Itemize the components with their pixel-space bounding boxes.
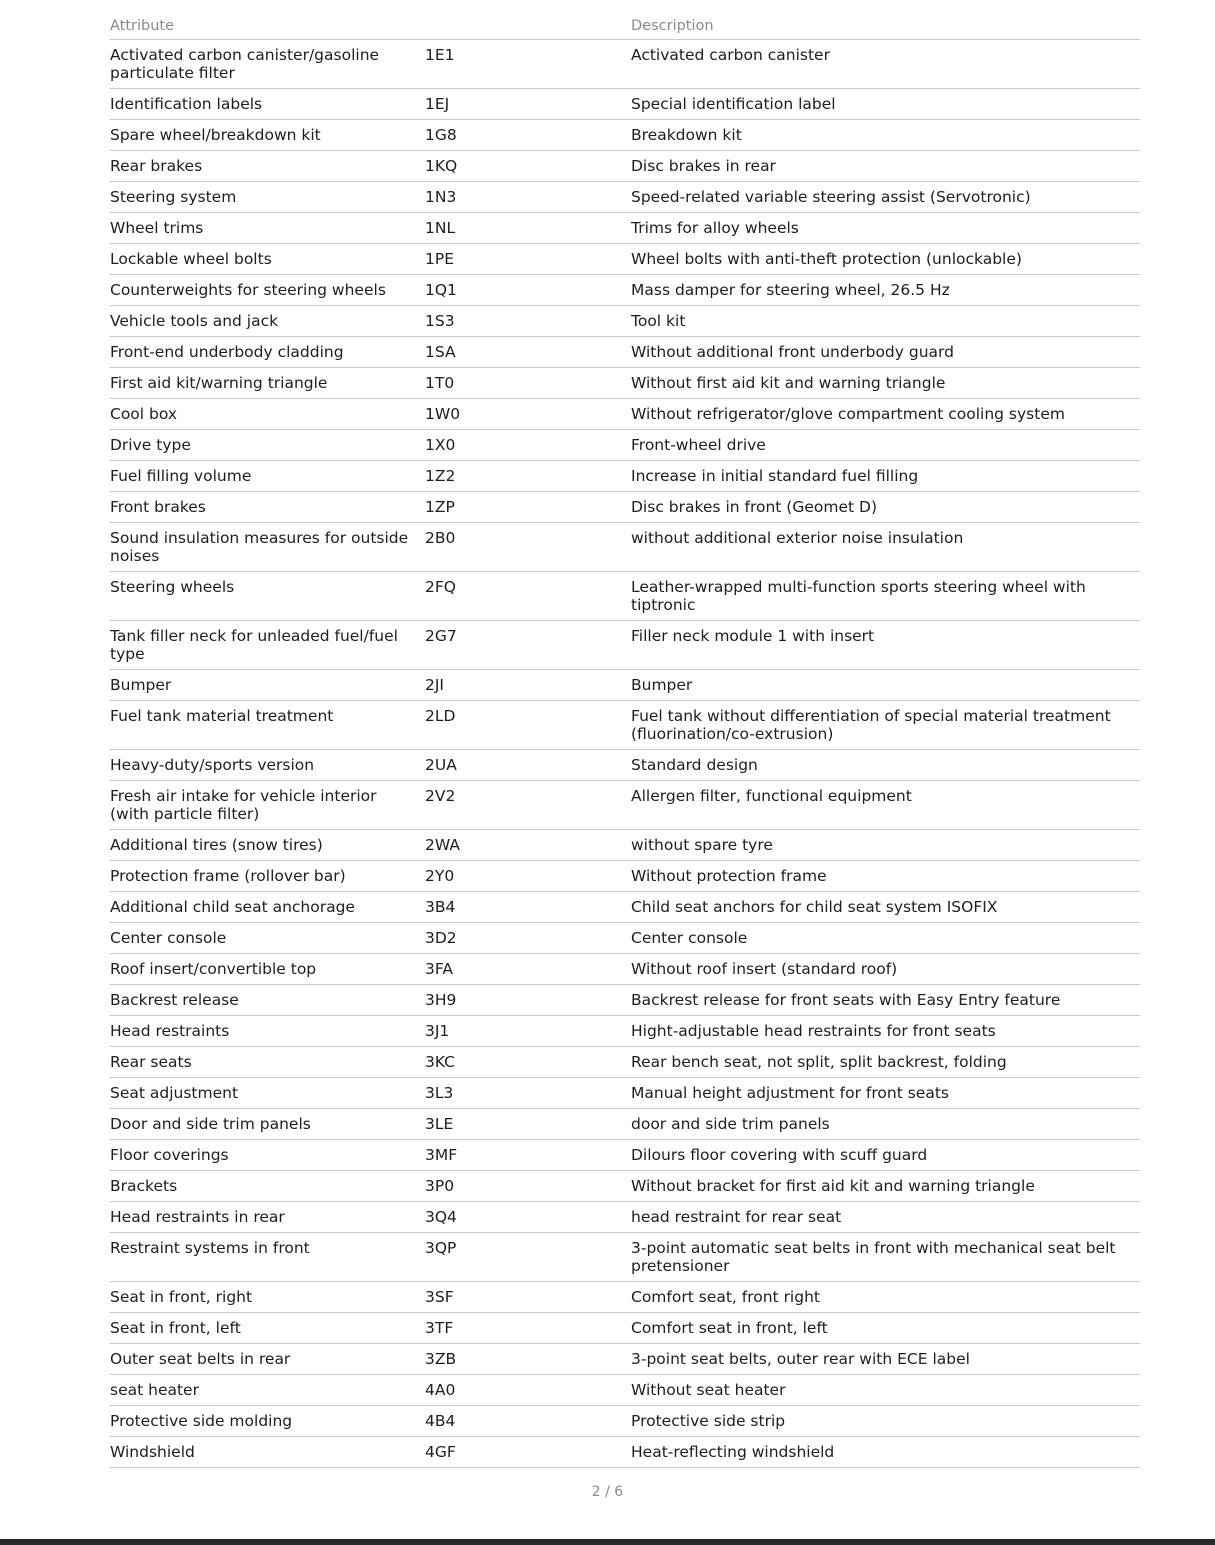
table-row bbox=[110, 337, 1140, 368]
table-row bbox=[110, 1202, 1140, 1233]
description-cell: Backrest release for front seats with Easy Entry feature bbox=[631, 985, 1140, 1016]
attribute-cell: First aid kit/warning triangle bbox=[110, 368, 425, 399]
description-cell: Child seat anchors for child seat system ISOFIX bbox=[631, 892, 1140, 923]
column-header-description: Description bbox=[631, 14, 1140, 40]
table-row bbox=[110, 89, 1140, 120]
document-page bbox=[110, 14, 1140, 1468]
attribute-cell: Drive type bbox=[110, 430, 425, 461]
description-cell: Leather-wrapped multi-function sports steering wheel with tiptronic bbox=[631, 572, 1140, 621]
table-row bbox=[110, 1078, 1140, 1109]
description-cell: 3-point automatic seat belts in front with mechanical seat belt pretensioner bbox=[631, 1233, 1140, 1282]
table-row bbox=[110, 151, 1140, 182]
description-cell: Center console bbox=[631, 923, 1140, 954]
attribute-cell: Additional child seat anchorage bbox=[110, 892, 425, 923]
code-cell: 1SA bbox=[425, 337, 631, 368]
attribute-cell: Protection frame (rollover bar) bbox=[110, 861, 425, 892]
code-cell: 2V2 bbox=[425, 781, 631, 830]
description-cell: Filler neck module 1 with insert bbox=[631, 621, 1140, 670]
attribute-cell: Heavy-duty/sports version bbox=[110, 750, 425, 781]
code-cell: 1S3 bbox=[425, 306, 631, 337]
table-row bbox=[110, 492, 1140, 523]
description-cell: Special identification label bbox=[631, 89, 1140, 120]
code-cell: 3MF bbox=[425, 1140, 631, 1171]
code-cell: 1Z2 bbox=[425, 461, 631, 492]
description-cell: Hight-adjustable head restraints for front seats bbox=[631, 1016, 1140, 1047]
attribute-cell: Activated carbon canister/gasoline particulate filter bbox=[110, 40, 425, 89]
attribute-cell: Cool box bbox=[110, 399, 425, 430]
code-cell: 1NL bbox=[425, 213, 631, 244]
description-cell: Without refrigerator/glove compartment cooling system bbox=[631, 399, 1140, 430]
table-row bbox=[110, 1047, 1140, 1078]
description-cell: Rear bench seat, not split, split backrest, folding bbox=[631, 1047, 1140, 1078]
attribute-cell: Restraint systems in front bbox=[110, 1233, 425, 1282]
attribute-cell: Identification labels bbox=[110, 89, 425, 120]
description-cell: Breakdown kit bbox=[631, 120, 1140, 151]
description-cell: Dilours floor covering with scuff guard bbox=[631, 1140, 1140, 1171]
description-cell: Without first aid kit and warning triangle bbox=[631, 368, 1140, 399]
code-cell: 4A0 bbox=[425, 1375, 631, 1406]
code-cell: 2FQ bbox=[425, 572, 631, 621]
attribute-cell: Roof insert/convertible top bbox=[110, 954, 425, 985]
code-cell: 3J1 bbox=[425, 1016, 631, 1047]
attribute-cell: Floor coverings bbox=[110, 1140, 425, 1171]
attribute-cell: Brackets bbox=[110, 1171, 425, 1202]
description-cell: Speed-related variable steering assist (Servotronic) bbox=[631, 182, 1140, 213]
description-cell: Front-wheel drive bbox=[631, 430, 1140, 461]
table-row bbox=[110, 892, 1140, 923]
code-cell: 3KC bbox=[425, 1047, 631, 1078]
description-cell: without spare tyre bbox=[631, 830, 1140, 861]
code-cell: 2UA bbox=[425, 750, 631, 781]
attribute-cell: Bumper bbox=[110, 670, 425, 701]
description-cell: Disc brakes in rear bbox=[631, 151, 1140, 182]
description-cell: Manual height adjustment for front seats bbox=[631, 1078, 1140, 1109]
code-cell: 3FA bbox=[425, 954, 631, 985]
table-row bbox=[110, 781, 1140, 830]
table-header-row bbox=[110, 14, 1140, 40]
table-row bbox=[110, 40, 1140, 89]
description-cell: head restraint for rear seat bbox=[631, 1202, 1140, 1233]
attribute-cell: Windshield bbox=[110, 1437, 425, 1468]
table-row bbox=[110, 861, 1140, 892]
table-row bbox=[110, 572, 1140, 621]
attribute-cell: Front brakes bbox=[110, 492, 425, 523]
code-cell: 3SF bbox=[425, 1282, 631, 1313]
description-cell: Disc brakes in front (Geomet D) bbox=[631, 492, 1140, 523]
table-row bbox=[110, 1233, 1140, 1282]
code-cell: 1X0 bbox=[425, 430, 631, 461]
description-cell: Without roof insert (standard roof) bbox=[631, 954, 1140, 985]
description-cell: Without bracket for first aid kit and warning triangle bbox=[631, 1171, 1140, 1202]
table-row bbox=[110, 213, 1140, 244]
code-cell: 1W0 bbox=[425, 399, 631, 430]
code-cell: 1N3 bbox=[425, 182, 631, 213]
column-header-code bbox=[425, 14, 631, 40]
attribute-cell: Tank filler neck for unleaded fuel/fuel type bbox=[110, 621, 425, 670]
description-cell: Wheel bolts with anti-theft protection (unlockable) bbox=[631, 244, 1140, 275]
table-row bbox=[110, 1016, 1140, 1047]
equipment-table bbox=[110, 14, 1140, 1468]
code-cell: 1EJ bbox=[425, 89, 631, 120]
table-row bbox=[110, 430, 1140, 461]
code-cell: 1E1 bbox=[425, 40, 631, 89]
code-cell: 2G7 bbox=[425, 621, 631, 670]
code-cell: 3B4 bbox=[425, 892, 631, 923]
page-indicator: 2 / 6 bbox=[591, 1484, 624, 1500]
description-cell: Comfort seat, front right bbox=[631, 1282, 1140, 1313]
attribute-cell: Seat in front, left bbox=[110, 1313, 425, 1344]
attribute-cell: Sound insulation measures for outside noises bbox=[110, 523, 425, 572]
attribute-cell: Fresh air intake for vehicle interior (with particle filter) bbox=[110, 781, 425, 830]
table-row bbox=[110, 120, 1140, 151]
table-row bbox=[110, 750, 1140, 781]
attribute-cell: Counterweights for steering wheels bbox=[110, 275, 425, 306]
code-cell: 1ZP bbox=[425, 492, 631, 523]
description-cell: Mass damper for steering wheel, 26.5 Hz bbox=[631, 275, 1140, 306]
attribute-cell: Vehicle tools and jack bbox=[110, 306, 425, 337]
attribute-cell: Seat adjustment bbox=[110, 1078, 425, 1109]
table-row bbox=[110, 954, 1140, 985]
attribute-cell: Head restraints in rear bbox=[110, 1202, 425, 1233]
code-cell: 2LD bbox=[425, 701, 631, 750]
viewer-bottom-bar bbox=[0, 1539, 1215, 1545]
description-cell: Standard design bbox=[631, 750, 1140, 781]
description-cell: Fuel tank without differentiation of special material treatment (fluorination/co-extrusion) bbox=[631, 701, 1140, 750]
code-cell: 3LE bbox=[425, 1109, 631, 1140]
code-cell: 1G8 bbox=[425, 120, 631, 151]
table-row bbox=[110, 306, 1140, 337]
code-cell: 1PE bbox=[425, 244, 631, 275]
table-row bbox=[110, 701, 1140, 750]
table-row bbox=[110, 830, 1140, 861]
attribute-cell: Rear brakes bbox=[110, 151, 425, 182]
table-row bbox=[110, 368, 1140, 399]
attribute-cell: Wheel trims bbox=[110, 213, 425, 244]
code-cell: 3QP bbox=[425, 1233, 631, 1282]
description-cell: Protective side strip bbox=[631, 1406, 1140, 1437]
code-cell: 3ZB bbox=[425, 1344, 631, 1375]
table-row bbox=[110, 461, 1140, 492]
code-cell: 3Q4 bbox=[425, 1202, 631, 1233]
code-cell: 3TF bbox=[425, 1313, 631, 1344]
table-row bbox=[110, 244, 1140, 275]
table-row bbox=[110, 1437, 1140, 1468]
code-cell: 3P0 bbox=[425, 1171, 631, 1202]
description-cell: 3-point seat belts, outer rear with ECE label bbox=[631, 1344, 1140, 1375]
attribute-cell: Steering system bbox=[110, 182, 425, 213]
attribute-cell: Fuel filling volume bbox=[110, 461, 425, 492]
description-cell: Bumper bbox=[631, 670, 1140, 701]
description-cell: door and side trim panels bbox=[631, 1109, 1140, 1140]
code-cell: 2JI bbox=[425, 670, 631, 701]
attribute-cell: Backrest release bbox=[110, 985, 425, 1016]
attribute-cell: Door and side trim panels bbox=[110, 1109, 425, 1140]
table-row bbox=[110, 1406, 1140, 1437]
attribute-cell: Lockable wheel bolts bbox=[110, 244, 425, 275]
code-cell: 3L3 bbox=[425, 1078, 631, 1109]
code-cell: 4B4 bbox=[425, 1406, 631, 1437]
table-row bbox=[110, 1282, 1140, 1313]
attribute-cell: Rear seats bbox=[110, 1047, 425, 1078]
description-cell: without additional exterior noise insulation bbox=[631, 523, 1140, 572]
attribute-cell: Center console bbox=[110, 923, 425, 954]
attribute-cell: seat heater bbox=[110, 1375, 425, 1406]
description-cell: Without seat heater bbox=[631, 1375, 1140, 1406]
table-row bbox=[110, 275, 1140, 306]
code-cell: 4GF bbox=[425, 1437, 631, 1468]
code-cell: 2B0 bbox=[425, 523, 631, 572]
attribute-cell: Protective side molding bbox=[110, 1406, 425, 1437]
attribute-cell: Additional tires (snow tires) bbox=[110, 830, 425, 861]
code-cell: 1T0 bbox=[425, 368, 631, 399]
table-row bbox=[110, 621, 1140, 670]
description-cell: Increase in initial standard fuel filling bbox=[631, 461, 1140, 492]
attribute-cell: Spare wheel/breakdown kit bbox=[110, 120, 425, 151]
table-row bbox=[110, 1344, 1140, 1375]
table-row bbox=[110, 523, 1140, 572]
table-row bbox=[110, 1140, 1140, 1171]
table-row bbox=[110, 670, 1140, 701]
table-row bbox=[110, 1313, 1140, 1344]
description-cell: Allergen filter, functional equipment bbox=[631, 781, 1140, 830]
description-cell: Without additional front underbody guard bbox=[631, 337, 1140, 368]
code-cell: 2Y0 bbox=[425, 861, 631, 892]
table-row bbox=[110, 985, 1140, 1016]
attribute-cell: Seat in front, right bbox=[110, 1282, 425, 1313]
code-cell: 1Q1 bbox=[425, 275, 631, 306]
attribute-cell: Fuel tank material treatment bbox=[110, 701, 425, 750]
table-row bbox=[110, 399, 1140, 430]
description-cell: Heat-reflecting windshield bbox=[631, 1437, 1140, 1468]
table-row bbox=[110, 1171, 1140, 1202]
attribute-cell: Outer seat belts in rear bbox=[110, 1344, 425, 1375]
attribute-cell: Front-end underbody cladding bbox=[110, 337, 425, 368]
description-cell: Comfort seat in front, left bbox=[631, 1313, 1140, 1344]
description-cell: Without protection frame bbox=[631, 861, 1140, 892]
table-row bbox=[110, 1109, 1140, 1140]
description-cell: Trims for alloy wheels bbox=[631, 213, 1140, 244]
description-cell: Activated carbon canister bbox=[631, 40, 1140, 89]
code-cell: 3H9 bbox=[425, 985, 631, 1016]
attribute-cell: Head restraints bbox=[110, 1016, 425, 1047]
code-cell: 2WA bbox=[425, 830, 631, 861]
table-row bbox=[110, 182, 1140, 213]
column-header-attribute: Attribute bbox=[110, 14, 425, 40]
table-row bbox=[110, 923, 1140, 954]
code-cell: 3D2 bbox=[425, 923, 631, 954]
table-row bbox=[110, 1375, 1140, 1406]
attribute-cell: Steering wheels bbox=[110, 572, 425, 621]
code-cell: 1KQ bbox=[425, 151, 631, 182]
description-cell: Tool kit bbox=[631, 306, 1140, 337]
